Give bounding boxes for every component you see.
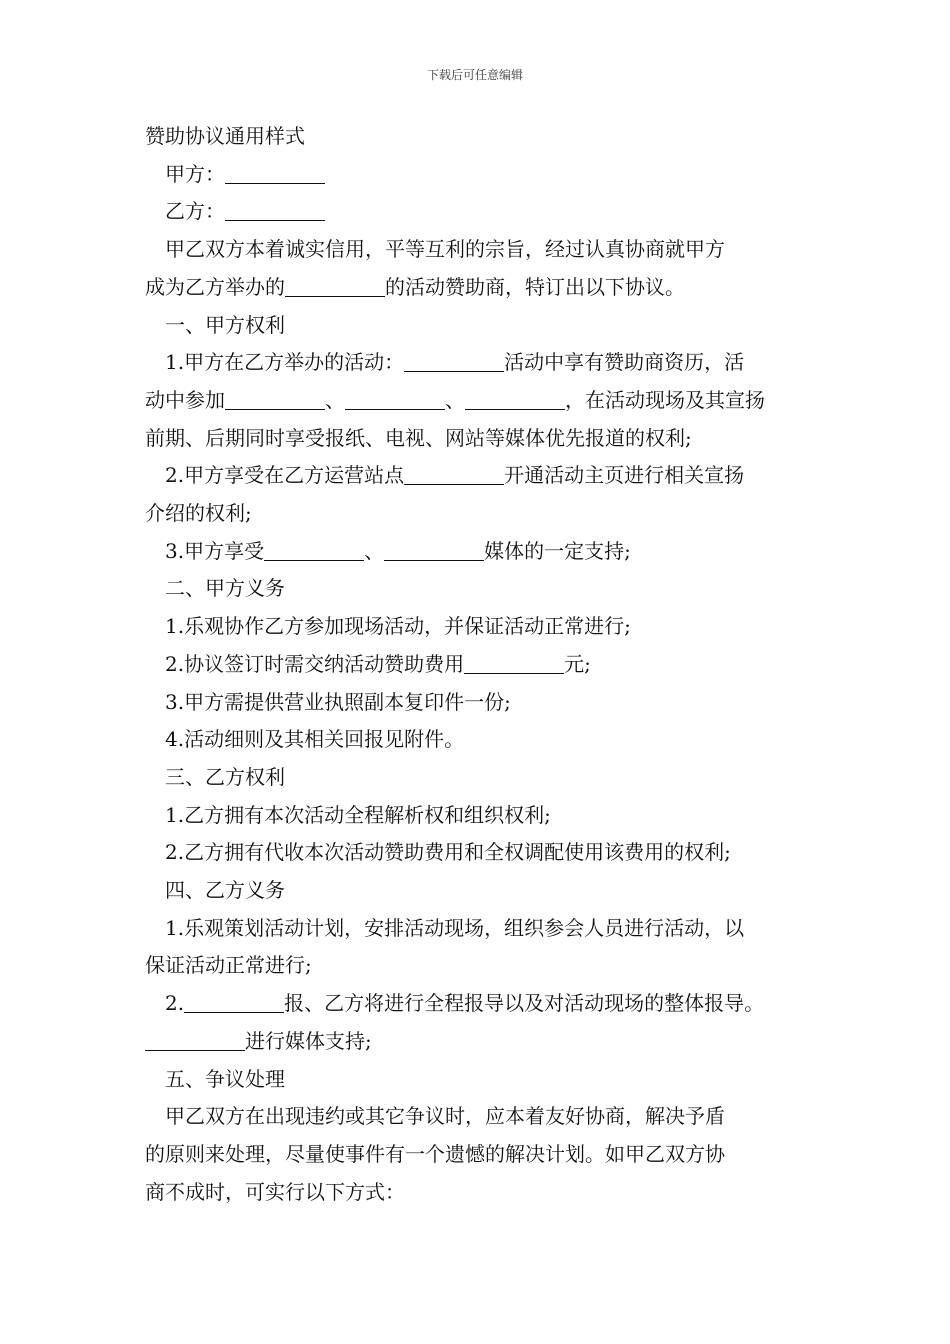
clause-text: 元;	[564, 651, 591, 676]
fee-blank	[464, 653, 564, 674]
participation-blank-3	[465, 389, 565, 410]
clause-4-1-line-2: 保证活动正常进行;	[145, 953, 312, 978]
party-b-blank	[225, 200, 325, 221]
clause-2-1: 1.乐观协作乙方参加现场活动，并保证活动正常进行;	[165, 614, 631, 639]
clause-3-1: 1.乙方拥有本次活动全程解析权和组织权利;	[165, 802, 551, 827]
section-heading-4: 四、乙方义务	[165, 878, 285, 903]
party-b-line	[145, 193, 825, 231]
party-a-label: 甲方：	[165, 161, 225, 186]
document-body	[145, 118, 825, 1211]
clause-text: 2.协议签订时需交纳活动赞助费用	[165, 651, 465, 676]
intro-line-1: 甲乙双方本着诚实信用，平等互利的宗旨，经过认真协商就甲方	[165, 237, 725, 262]
page-header: 下载后可任意编辑	[426, 68, 523, 82]
media-blank-2	[384, 540, 484, 561]
clause-text: 媒体的一定支持;	[484, 538, 631, 563]
clause-5-line-2: 的原则来处理，尽量使事件有一个遗憾的解决计划。如甲乙双方协	[145, 1141, 725, 1166]
intro-line-2	[145, 269, 825, 307]
clause-text: 、	[364, 538, 385, 563]
intro-text: 的活动赞助商，特订出以下协议。	[385, 274, 685, 299]
section-heading-2: 二、甲方义务	[165, 576, 285, 601]
activity-name-blank	[285, 276, 385, 297]
clause-2-2	[145, 646, 825, 684]
clause-1-1-line-2	[145, 382, 825, 420]
clause-text: ，在活动现场及其宣扬	[565, 387, 765, 412]
clause-text: 活动中享有赞助商资历，活	[504, 350, 745, 375]
clause-5-line-1: 甲乙双方在出现违约或其它争议时，应本着友好协商，解决予盾	[165, 1104, 725, 1129]
clause-text: 动中参加	[145, 387, 225, 412]
section-heading-1: 一、甲方权利	[165, 312, 285, 337]
clause-text: 2.甲方享受在乙方运营站点	[165, 463, 405, 488]
clause-4-2-line-1	[145, 985, 825, 1023]
media-support-blank	[145, 1030, 245, 1051]
participation-blank-2	[345, 389, 445, 410]
clause-text: 3.甲方享受	[165, 538, 265, 563]
clause-text: 报、乙方将进行全程报导以及对活动现场的整体报导。	[284, 991, 765, 1016]
party-b-label: 乙方：	[165, 199, 225, 224]
clause-text: 开通活动主页进行相关宣扬	[504, 463, 745, 488]
clause-4-2-line-2	[145, 1023, 825, 1061]
clause-text: 进行媒体支持;	[245, 1028, 372, 1053]
clause-1-2-line-1	[145, 457, 825, 495]
site-blank	[404, 464, 504, 485]
clause-text: 1.甲方在乙方举办的活动：	[165, 350, 405, 375]
intro-text: 成为乙方举办的	[145, 274, 285, 299]
clause-text: 、	[325, 387, 345, 412]
clause-1-1-line-1	[145, 344, 825, 382]
participation-blank-1	[225, 389, 325, 410]
clause-1-3	[145, 533, 825, 571]
clause-1-1-line-3: 前期、后期同时享受报纸、电视、网站等媒体优先报道的权利;	[145, 425, 692, 450]
newspaper-blank	[184, 992, 284, 1013]
media-blank-1	[264, 540, 364, 561]
clause-1-2-line-2: 介绍的权利;	[145, 501, 252, 526]
section-heading-3: 三、乙方权利	[165, 764, 285, 789]
clause-2-4: 4.活动细则及其相关回报见附件。	[165, 727, 465, 752]
clause-5-line-3: 商不成时，可实行以下方式：	[145, 1179, 405, 1204]
party-a-blank	[225, 163, 325, 184]
activity-blank	[404, 351, 504, 372]
clause-2-3: 3.甲方需提供营业执照副本复印件一份;	[165, 689, 511, 714]
clause-text: 、	[445, 387, 465, 412]
section-heading-5: 五、争议处理	[165, 1066, 285, 1091]
clause-4-1-line-1: 1.乐观策划活动计划，安排活动现场，组织参会人员进行活动，以	[165, 915, 745, 940]
clause-3-2: 2.乙方拥有代收本次活动赞助费用和全权调配使用该费用的权利;	[165, 840, 731, 865]
clause-text: 2.	[165, 991, 185, 1016]
party-a-line	[145, 156, 825, 194]
document-title: 赞助协议通用样式	[145, 124, 305, 148]
